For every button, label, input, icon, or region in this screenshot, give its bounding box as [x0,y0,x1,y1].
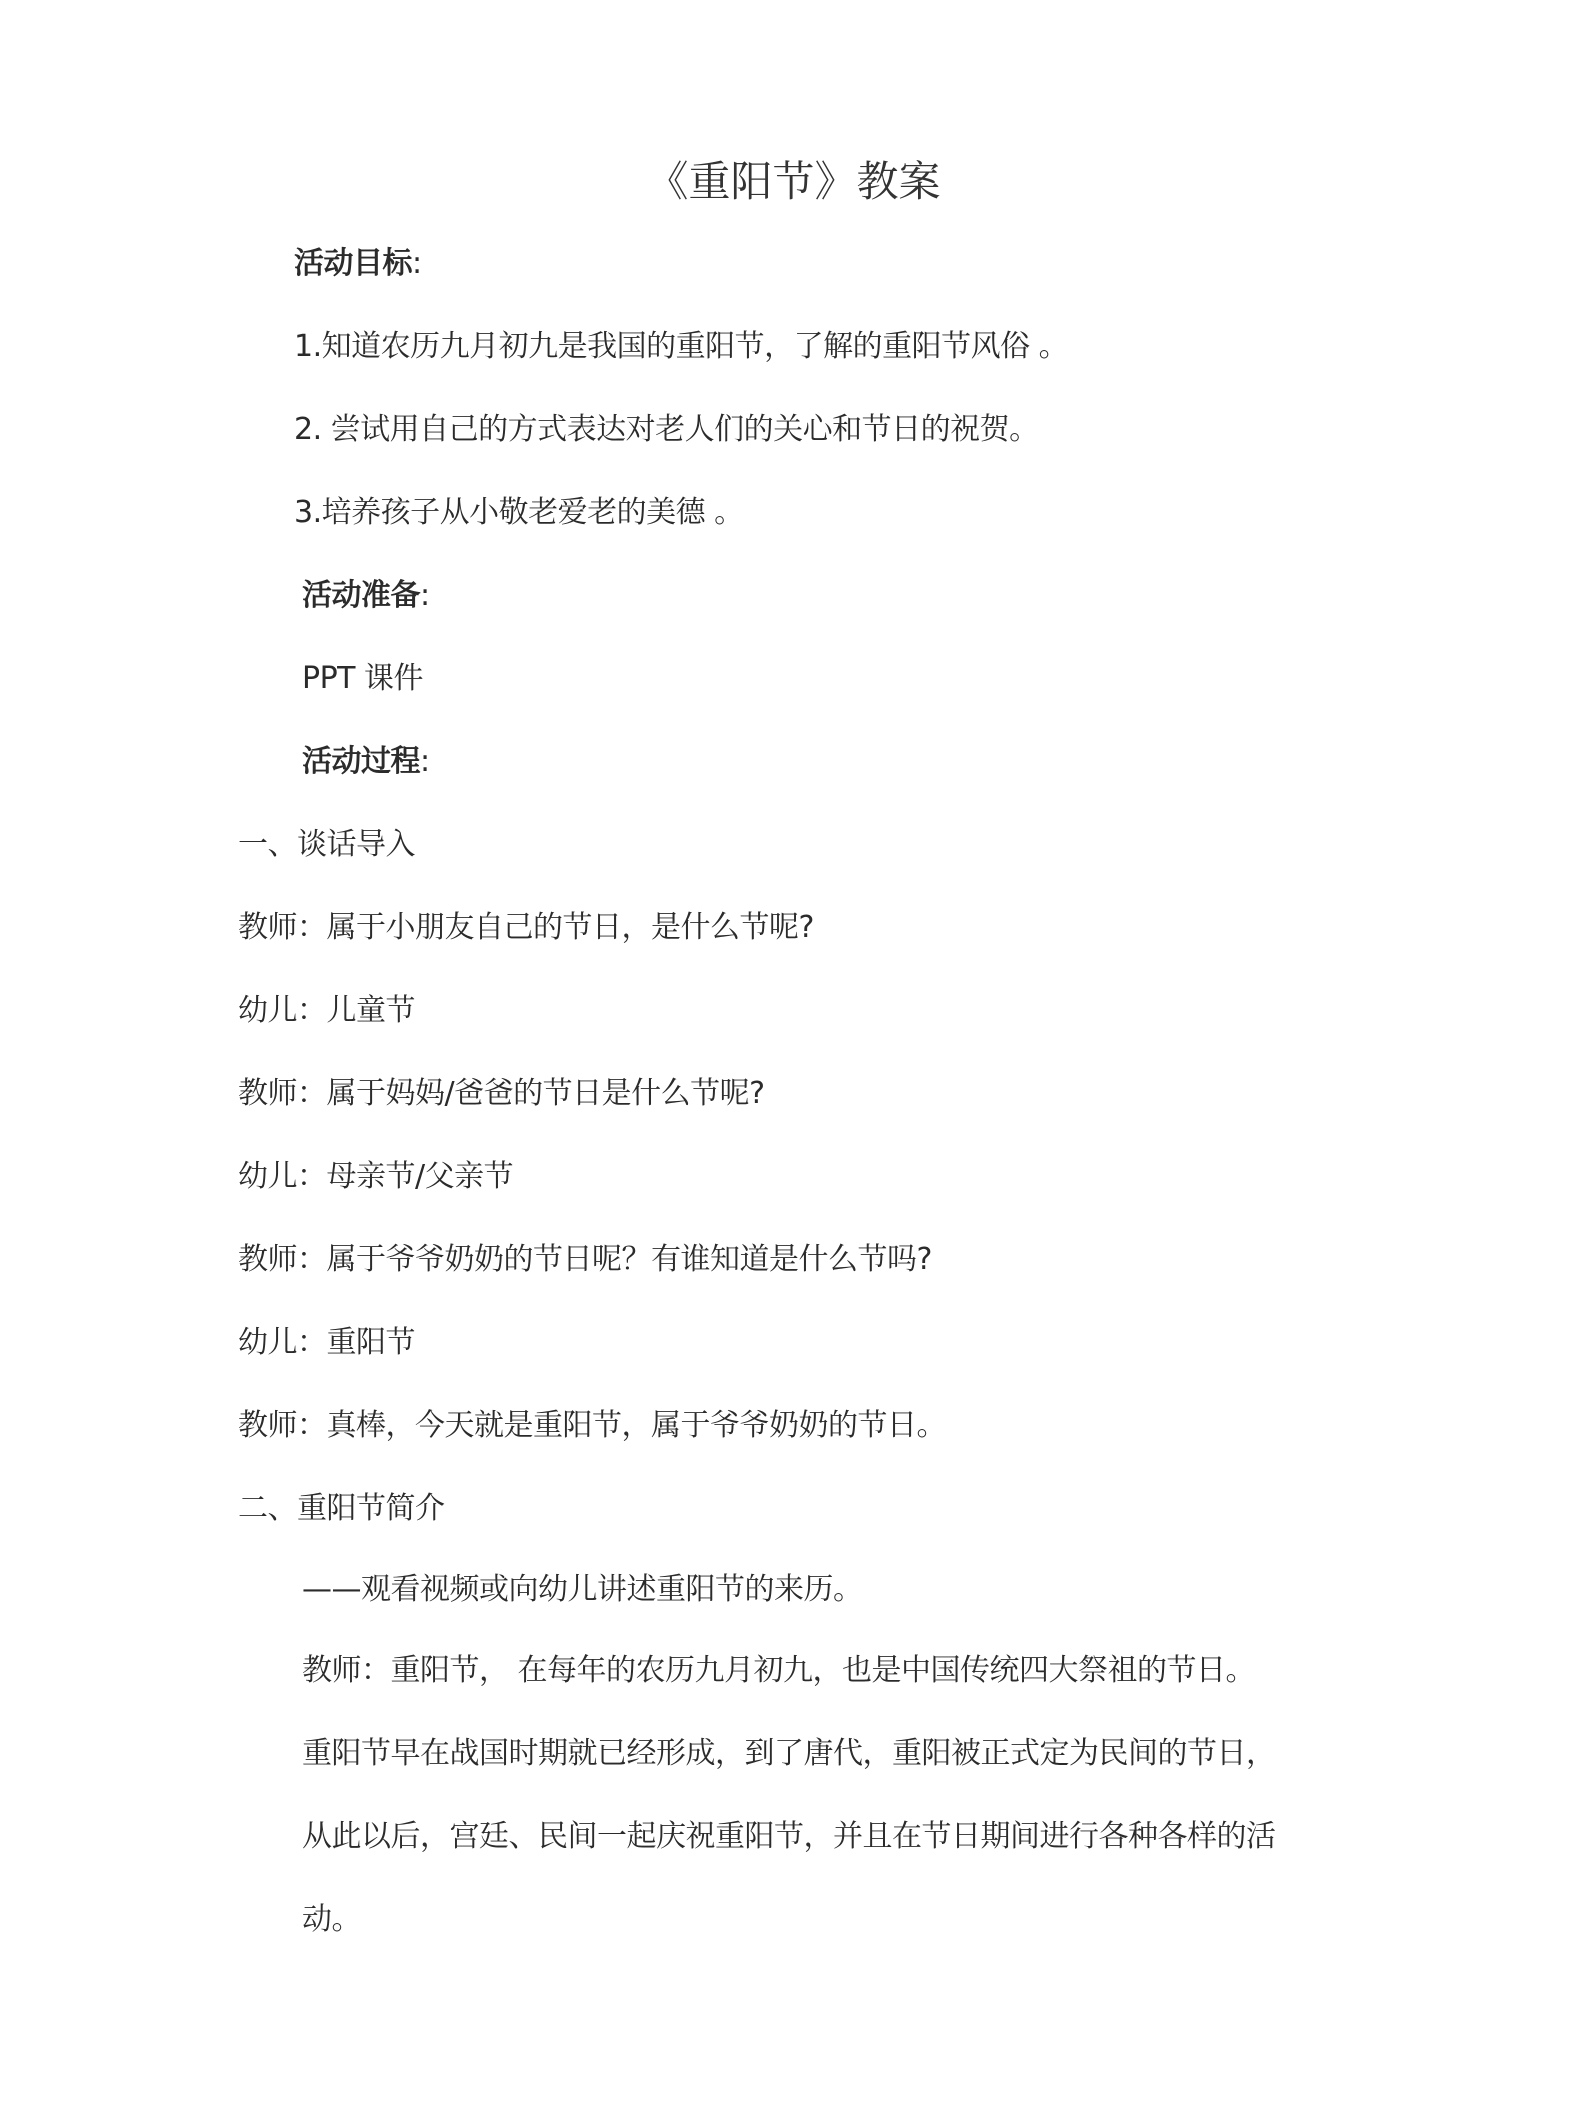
preparation-heading-colon: : [420,578,430,613]
goal-item-3: 3.培养孩子从小敬老爱老的美德 。 [294,495,744,530]
process-heading-colon: : [420,744,430,779]
dialogue-line-2: 幼儿：儿童节 [238,993,415,1028]
part2-heading: 二、重阳节简介 [238,1491,445,1526]
goal-item-1: 1.知道农历九月初九是我国的重阳节，了解的重阳节风俗 。 [294,329,1069,364]
preparation-heading [302,576,430,616]
preparation-content: PPT 课件 [302,661,424,696]
intro-line-5: 动。 [302,1902,361,1937]
goals-heading [294,244,422,284]
document-title: 《重阳节》教案 [646,157,941,206]
goals-heading-colon: : [412,246,422,281]
dialogue-line-4: 幼儿：母亲节/父亲节 [238,1159,514,1194]
intro-line-1: ——观看视频或向幼儿讲述重阳节的来历。 [302,1572,863,1607]
intro-line-2: 教师：重阳节， 在每年的农历九月初九，也是中国传统四大祭祖的节日。 [302,1653,1256,1688]
intro-line-3: 重阳节早在战国时期就已经形成，到了唐代，重阳被正式定为民间的节日， [302,1736,1276,1771]
dialogue-line-6: 幼儿：重阳节 [238,1325,415,1360]
process-heading [302,742,430,782]
dialogue-line-5: 教师：属于爷爷奶奶的节日呢？有谁知道是什么节吗? [238,1242,932,1277]
dialogue-line-7: 教师：真棒，今天就是重阳节，属于爷爷奶奶的节日。 [238,1408,946,1443]
preparation-heading-text: 活动准备 [302,578,420,613]
dialogue-line-3: 教师：属于妈妈/爸爸的节日是什么节呢? [238,1076,765,1111]
process-heading-text: 活动过程 [302,744,420,779]
goal-item-2: 2. 尝试用自己的方式表达对老人们的关心和节日的祝贺。 [294,412,1039,447]
goals-heading-text: 活动目标 [294,246,412,281]
dialogue-line-1: 教师：属于小朋友自己的节日，是什么节呢? [238,910,814,945]
part1-heading: 一、谈话导入 [238,827,415,862]
intro-line-4: 从此以后，宫廷、民间一起庆祝重阳节，并且在节日期间进行各种各样的活 [302,1819,1276,1854]
